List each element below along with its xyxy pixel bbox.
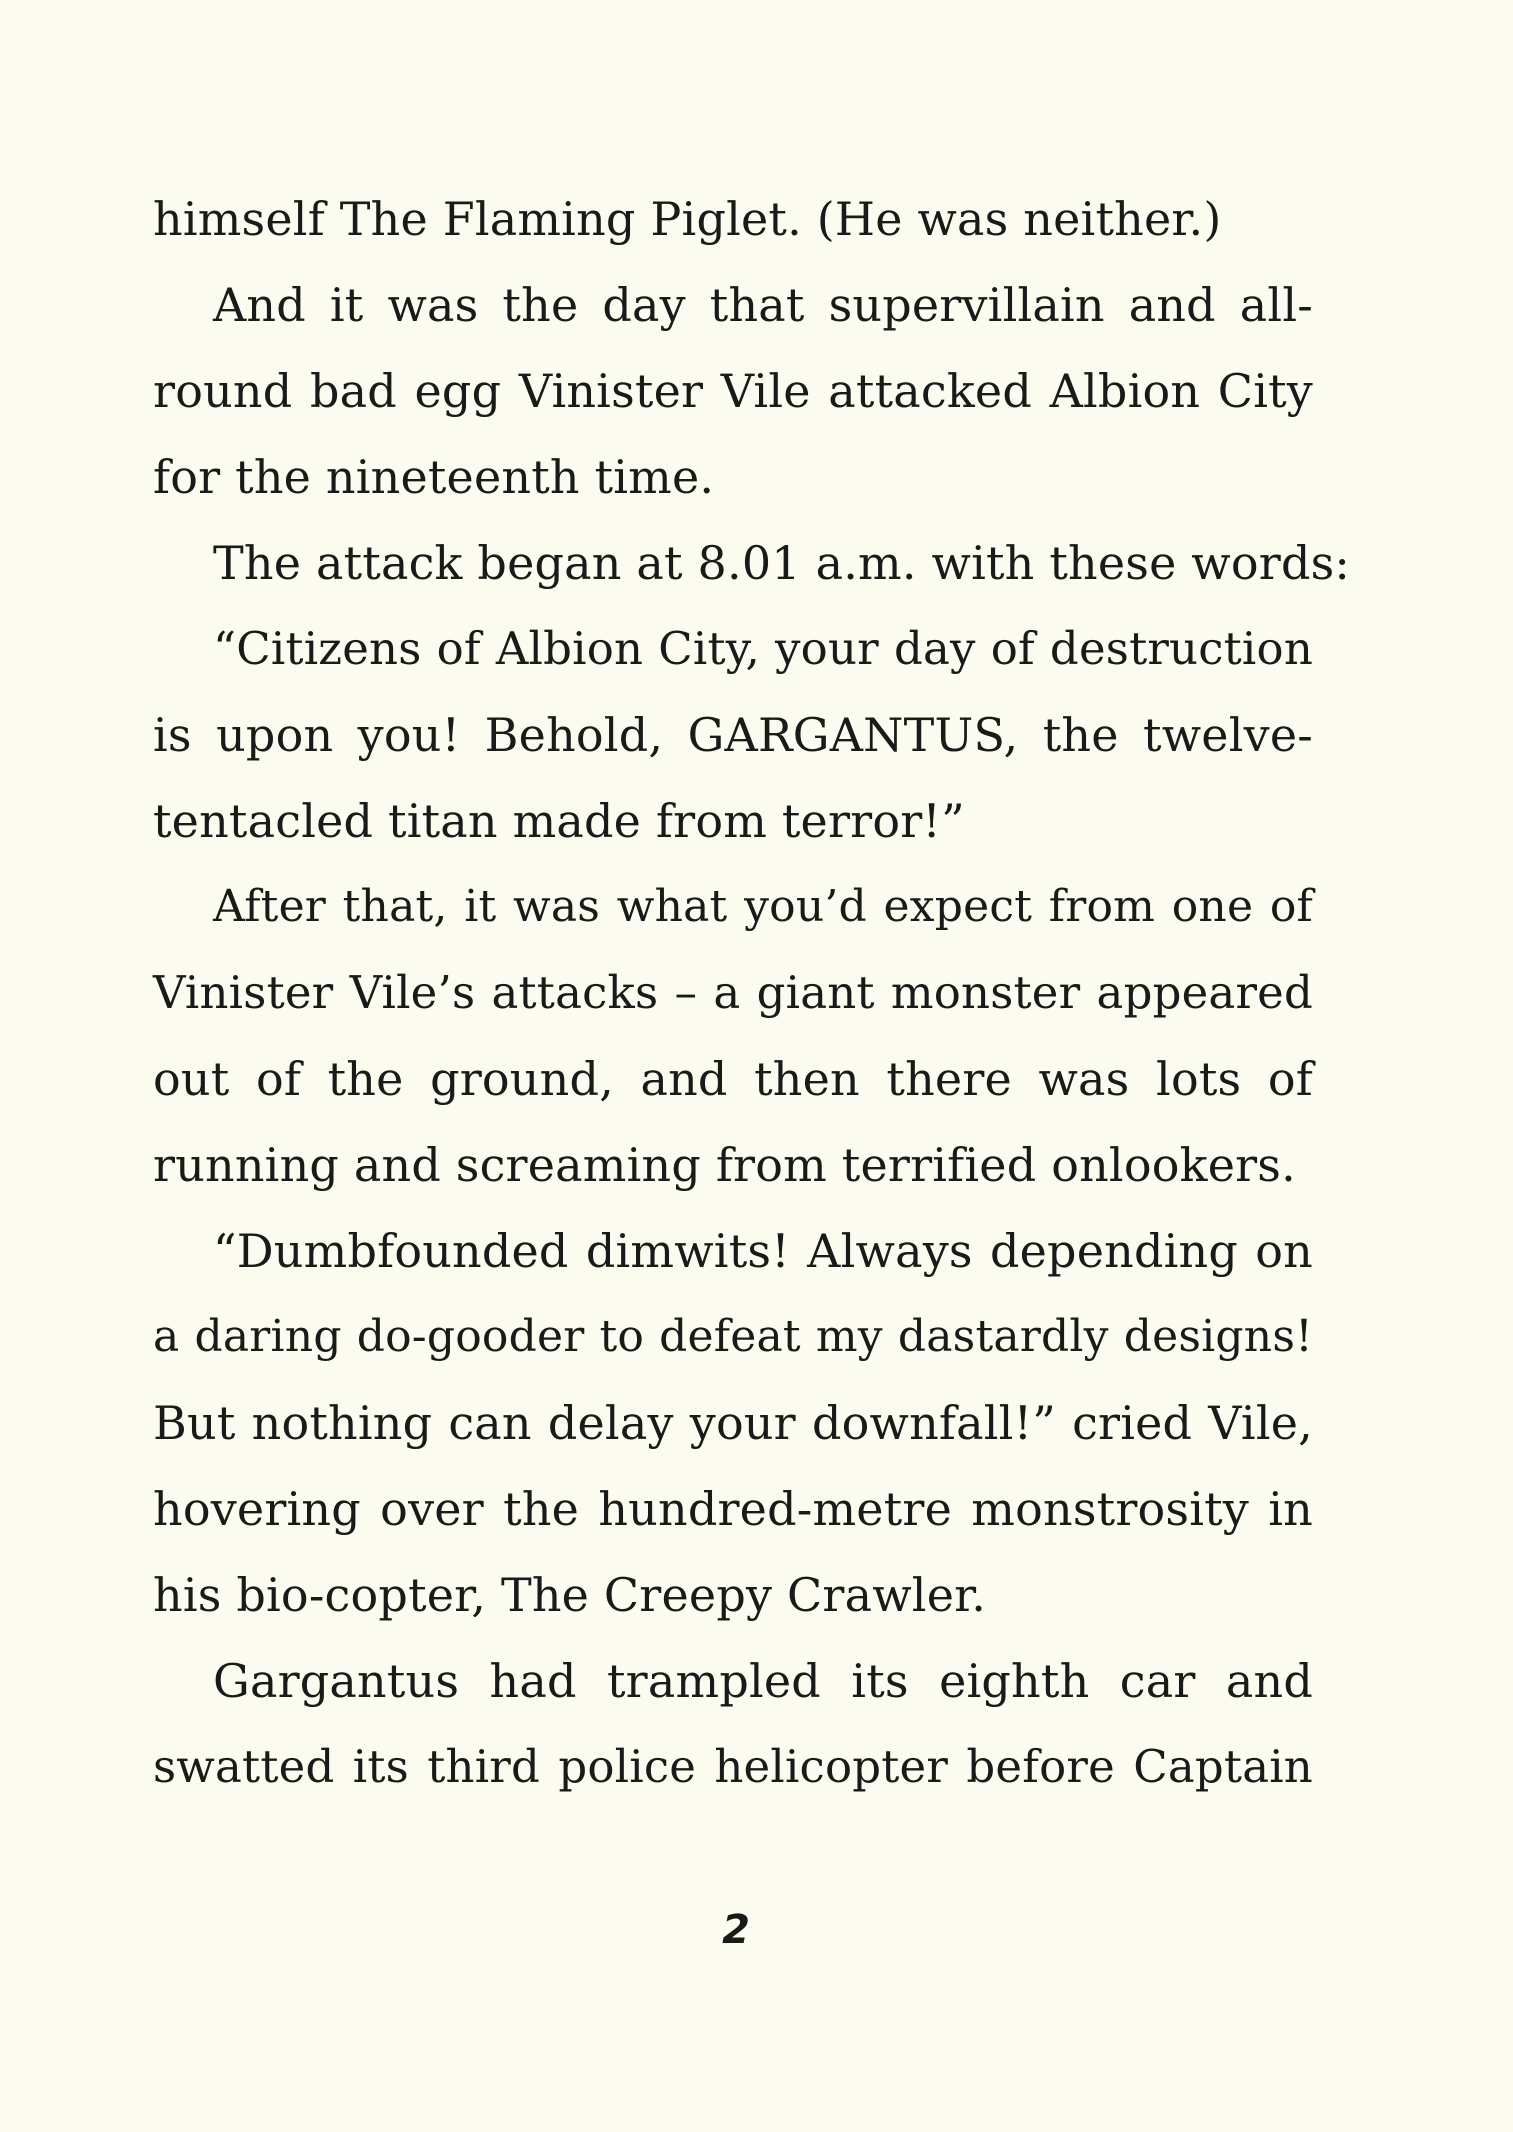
text-line: his bio-copter, The Creepy Crawler.	[153, 1568, 987, 1622]
text-line: a daring do-gooder to defeat my dastardly designs!	[153, 1311, 1313, 1362]
text-line: “Citizens of Albion City, your day of destruction	[213, 622, 1313, 675]
text-line: out of the ground, and then there was lots of	[153, 1052, 1313, 1106]
page-number: 2	[722, 1907, 750, 1953]
text-line: himself The Flaming Piglet. (He was neither.)	[153, 192, 1222, 246]
text-line: Gargantus had trampled its eighth car and	[213, 1654, 1313, 1708]
text-line: for the nineteenth time.	[153, 450, 715, 504]
text-line: hovering over the hundred-metre monstrosity in	[153, 1482, 1313, 1536]
text-line: round bad egg Vinister Vile attacked Albion City	[153, 364, 1313, 418]
text-line: swatted its third police helicopter before Captain	[153, 1740, 1313, 1793]
text-line: And it was the day that supervillain and all-	[213, 278, 1313, 332]
text-line: After that, it was what you’d expect from one of	[213, 881, 1313, 932]
text-line: The attack began at 8.01 a.m. with these words:	[213, 536, 1351, 590]
text-line: Vinister Vile’s attacks – a giant monster appeared	[153, 966, 1313, 1019]
text-line: running and screaming from terrified onlookers.	[153, 1138, 1296, 1192]
text-line: But nothing can delay your downfall!” cried Vile,	[153, 1396, 1313, 1450]
text-line: “Dumbfounded dimwits! Always depending on	[213, 1224, 1313, 1278]
text-line: is upon you! Behold, GARGANTUS, the twelve-	[153, 708, 1313, 762]
text-line: tentacled titan made from terror!”	[153, 794, 965, 848]
